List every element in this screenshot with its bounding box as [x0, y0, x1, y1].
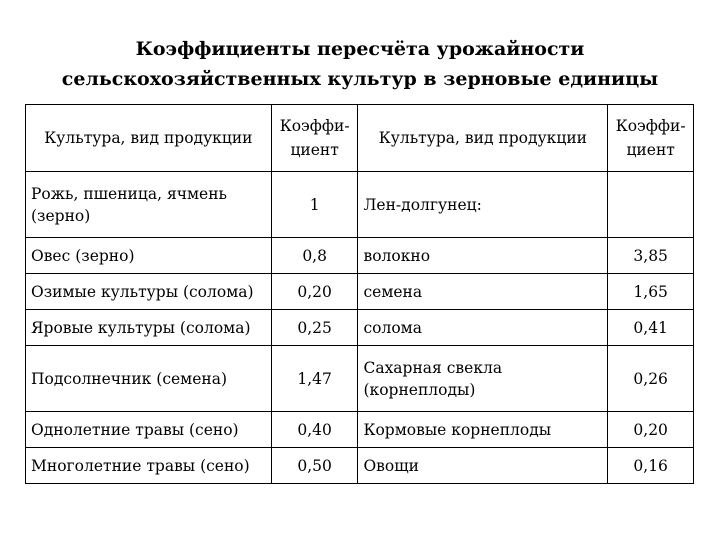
cell-coef: 0,50: [271, 448, 358, 484]
table-row: [26, 172, 694, 238]
header-coef-2-line-2: циент: [626, 141, 675, 159]
table-row: [26, 412, 694, 448]
cell-crop: Кормовые корнеплоды: [358, 412, 608, 448]
cell-coef: [608, 172, 694, 238]
cell-coef: 1,65: [608, 274, 694, 310]
table-row: [26, 346, 694, 412]
cell-coef: 0,26: [608, 346, 694, 412]
cell-crop: Многолетние травы (сено): [26, 448, 272, 484]
cell-crop: Сахарная свекла (корнеплоды): [358, 346, 608, 412]
cell-crop: солома: [358, 310, 608, 346]
cell-coef: 0,40: [271, 412, 358, 448]
cell-crop: Однолетние травы (сено): [26, 412, 272, 448]
header-coef-1-line-2: циент: [290, 141, 339, 159]
page-title: [0, 34, 720, 94]
cell-crop: Овощи: [358, 448, 608, 484]
header-coef-2-line-1: Коэффи-: [615, 117, 686, 135]
cell-coef: 0,20: [271, 274, 358, 310]
cell-crop: волокно: [358, 238, 608, 274]
table-row: [26, 448, 694, 484]
title-line-1: Коэффициенты пересчёта урожайности: [135, 38, 585, 60]
header-crop-2: Культура, вид продукции: [358, 105, 608, 172]
cell-coef: 0,16: [608, 448, 694, 484]
cell-coef: 3,85: [608, 238, 694, 274]
cell-coef: 0,8: [271, 238, 358, 274]
cell-coef: 1: [271, 172, 358, 238]
cell-coef: 1,47: [271, 346, 358, 412]
table-header-row: [26, 105, 694, 172]
header-coef-1: [271, 105, 358, 172]
header-crop-1: Культура, вид продукции: [26, 105, 272, 172]
cell-coef: 0,20: [608, 412, 694, 448]
header-coef-1-line-1: Коэффи-: [279, 117, 350, 135]
cell-crop: семена: [358, 274, 608, 310]
coefficients-table: [25, 104, 694, 484]
cell-crop: Лен-долгунец:: [358, 172, 608, 238]
cell-crop: Рожь, пшеница, ячмень (зерно): [26, 172, 272, 238]
table-row: [26, 238, 694, 274]
cell-crop: Яровые культуры (солома): [26, 310, 272, 346]
title-line-2: сельскохозяйственных культур в зерновые единицы: [61, 68, 659, 90]
cell-coef: 0,25: [271, 310, 358, 346]
cell-crop: Озимые культуры (солома): [26, 274, 272, 310]
header-coef-2: [608, 105, 694, 172]
table-row: [26, 310, 694, 346]
cell-crop: Подсолнечник (семена): [26, 346, 272, 412]
table-row: [26, 274, 694, 310]
cell-crop: Овес (зерно): [26, 238, 272, 274]
cell-coef: 0,41: [608, 310, 694, 346]
